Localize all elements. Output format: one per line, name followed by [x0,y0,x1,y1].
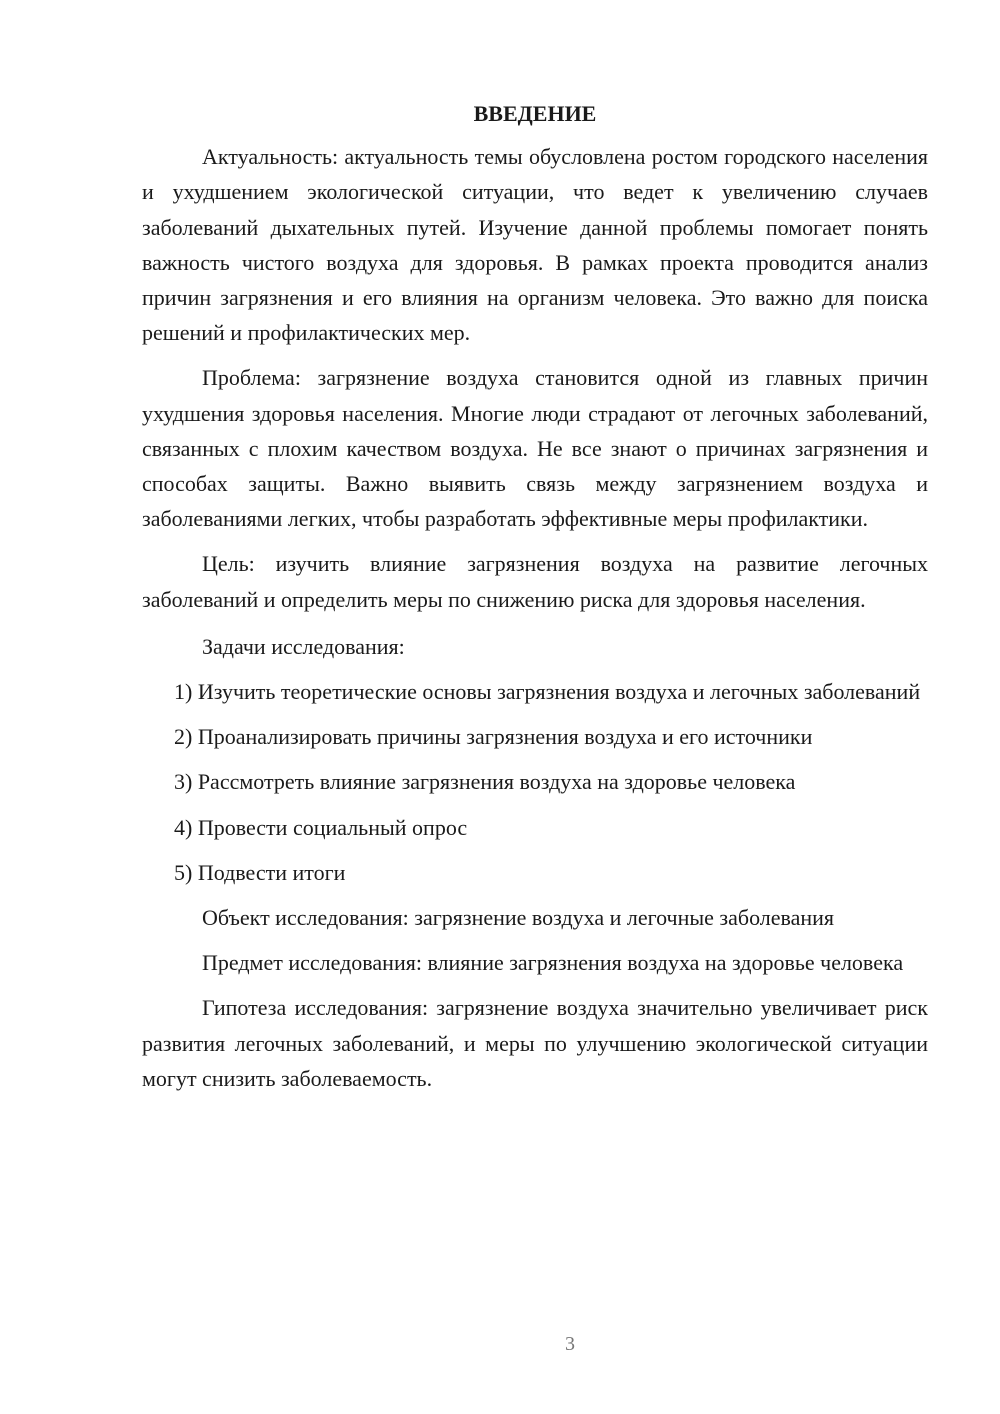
object-paragraph: Объект исследования: загрязнение воздуха и легочные заболевания [202,905,835,931]
subject-paragraph: Предмет исследования: влияние загрязнения воздуха на здоровье человека [202,950,904,976]
task-item-5: 5) Подвести итоги [174,859,346,885]
task-item-1: 1) Изучить теоретические основы загрязнения воздуха и легочных заболеваний [174,679,921,705]
task-item-3: 3) Рассмотреть влияние загрязнения воздуха на здоровье человека [174,769,796,795]
relevance-paragraph: Актуальность: актуальность темы обусловлена ростом городского населения и ухудшением экологической ситуации, что ведет к увеличению случаев заболеваний дыхательных путей. Изучение данной проблемы помогает понять важность чистого воздуха для здоровья. В рамках проекта проводится анализ причин загрязнения и его влияния на организм человека. Это важно для поиска решений и профилактических мер. [142,144,928,346]
document-page [142,96,928,1106]
hypothesis-paragraph: Гипотеза исследования: загрязнение воздуха значительно увеличивает риск развития легочных заболеваний, и меры по улучшению экологической ситуации могут снизить заболеваемость. [142,995,928,1091]
problem-paragraph: Проблема: загрязнение воздуха становится одной из главных причин ухудшения здоровья населения. Многие люди страдают от легочных заболеваний, связанных с плохим качеством воздуха. Не все знают о причинах загрязнения и способах защиты. Важно выявить связь между загрязнением воздуха и заболеваниями легких, чтобы разработать эффективные меры профилактики. [142,365,928,532]
document-title: ВВЕДЕНИЕ [473,101,597,126]
task-item-4: 4) Провести социальный опрос [174,814,468,840]
page-number: 3 [565,1333,575,1355]
goal-paragraph: Цель: изучить влияние загрязнения воздуха на развитие легочных заболеваний и определить меры по снижению риска для здоровья населения. [142,551,928,612]
tasks-list [142,674,928,890]
tasks-heading: Задачи исследования: [202,633,405,659]
task-item-2: 2) Проанализировать причины загрязнения воздуха и его источники [174,724,813,750]
